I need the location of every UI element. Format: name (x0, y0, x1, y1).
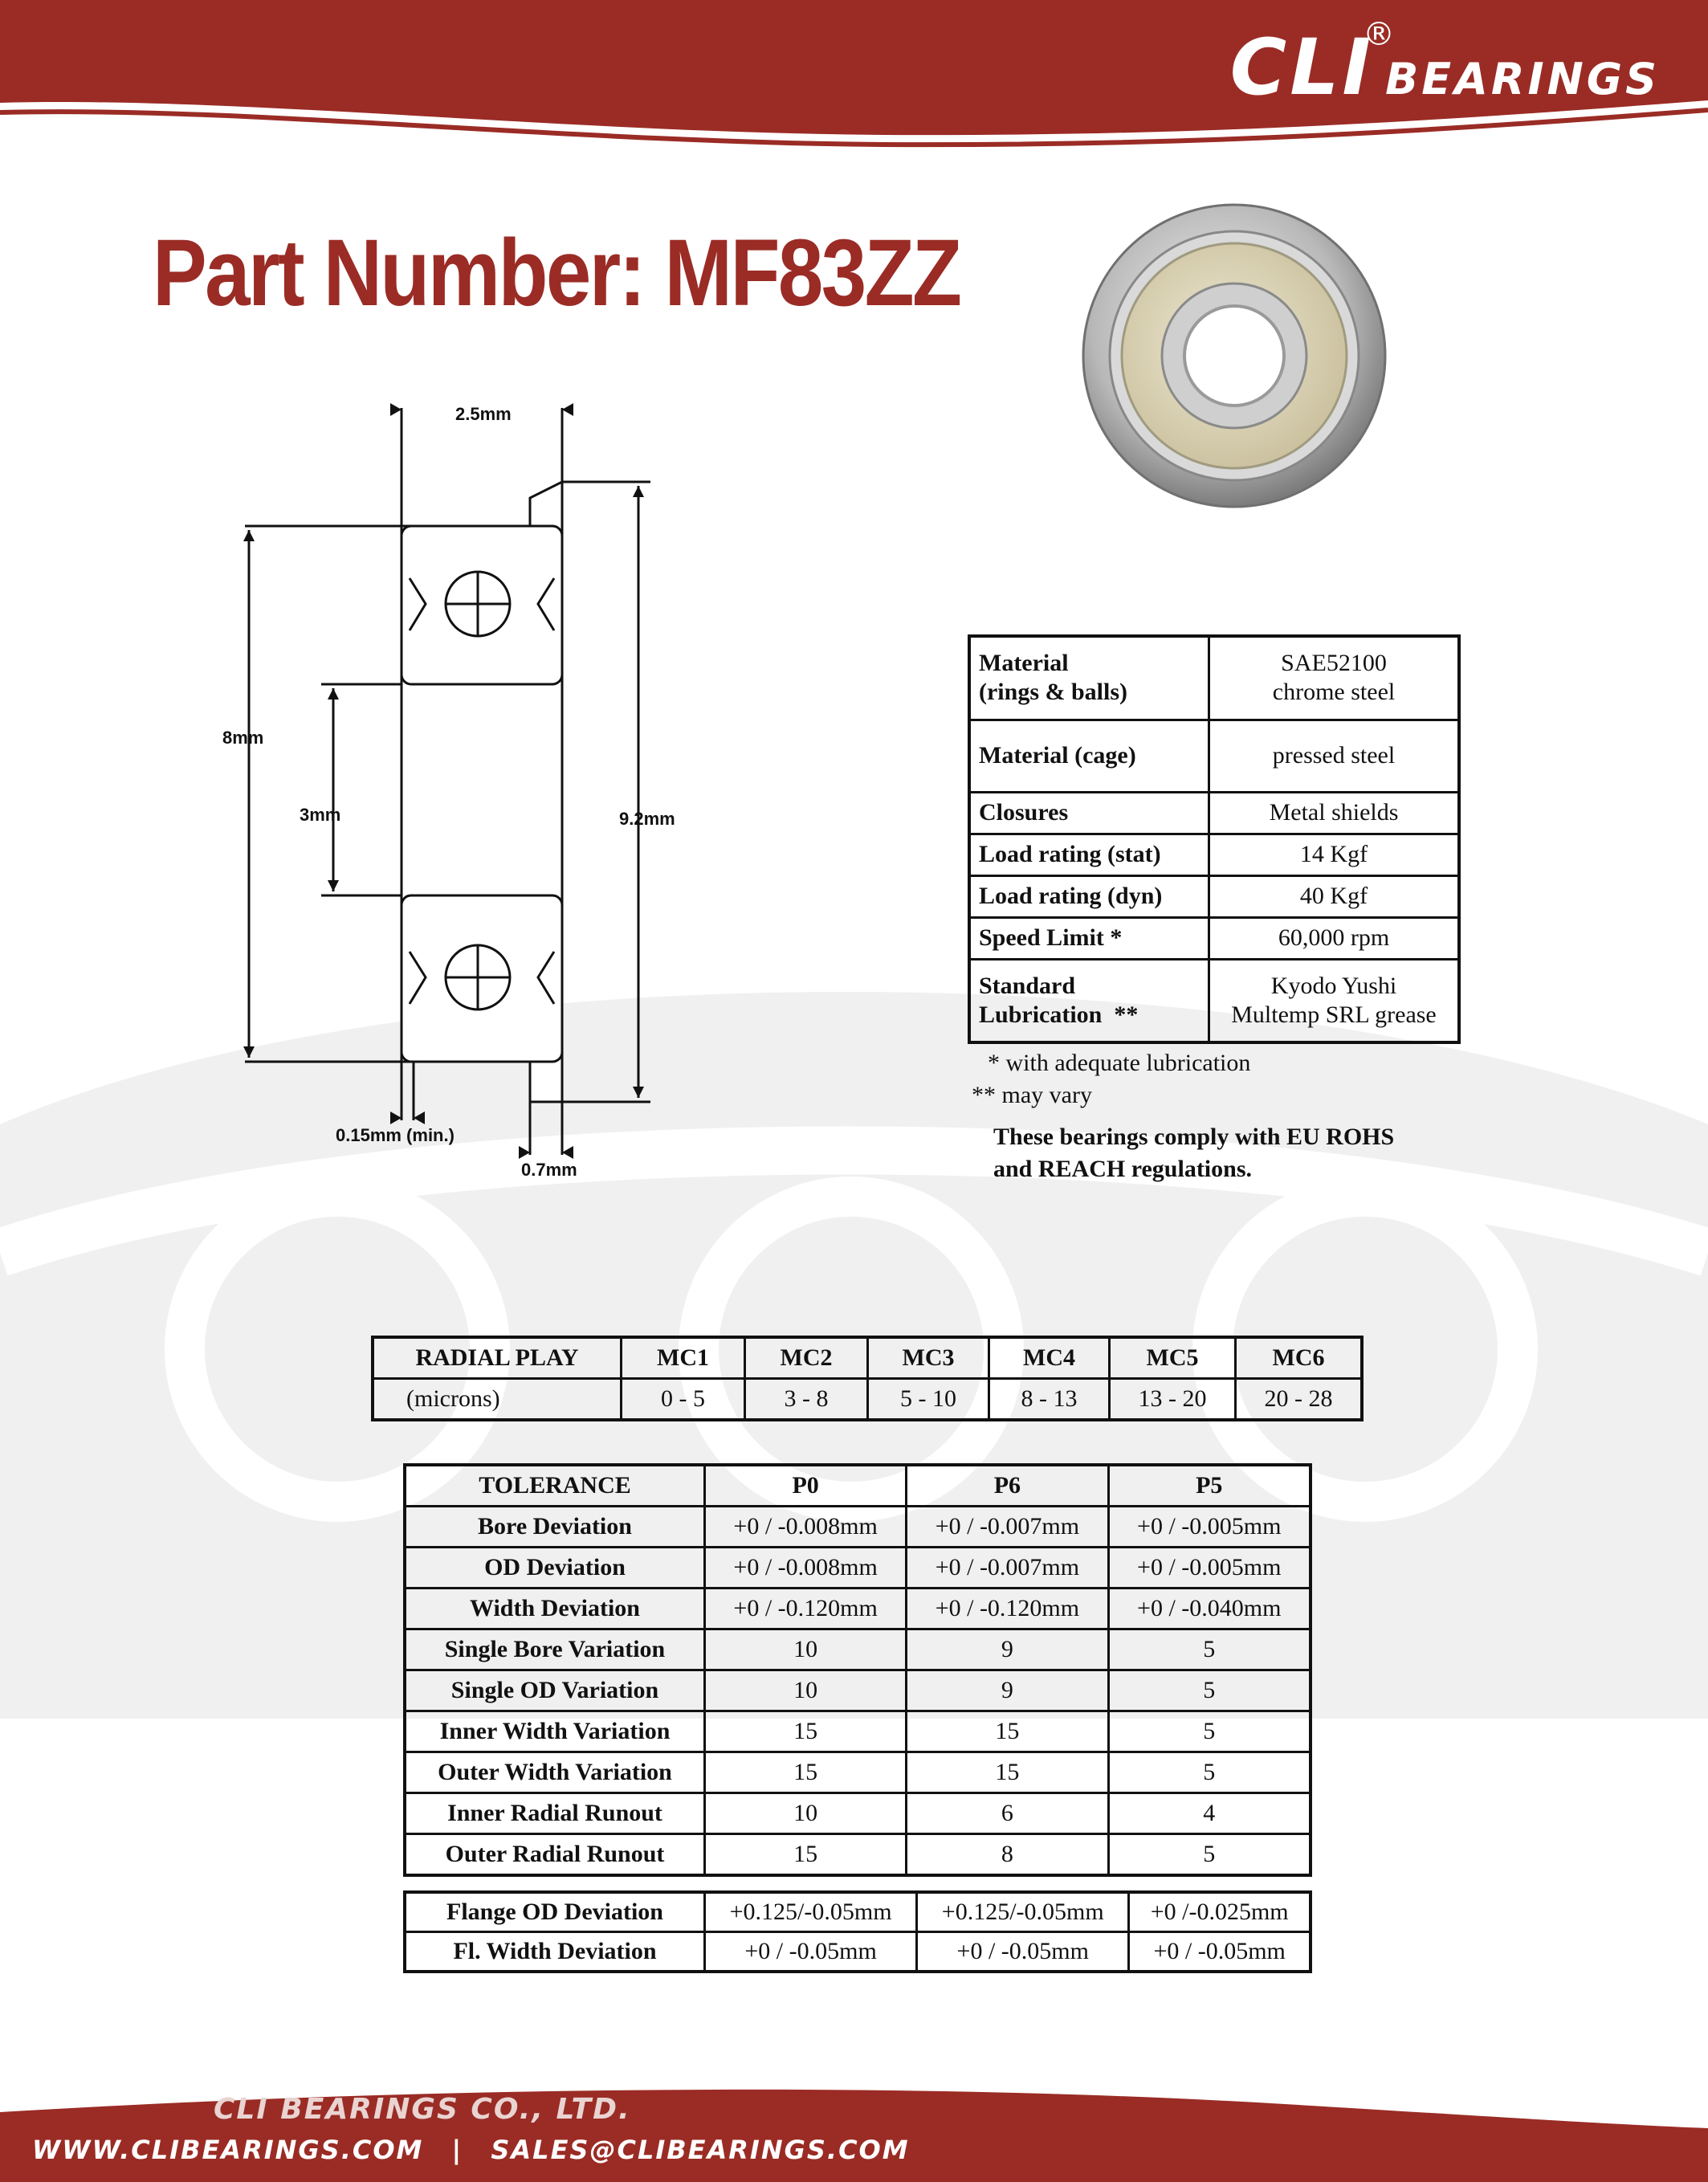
spec-value: 40 Kgf (1209, 875, 1460, 917)
mc-class: MC6 (1236, 1337, 1363, 1379)
note-lubrication: * with adequate lubrication (988, 1050, 1251, 1076)
dim-chamfer: 0.15mm (min.) (336, 1125, 455, 1145)
tolerance-class: P5 (1108, 1465, 1311, 1507)
mc-class: MC3 (868, 1337, 989, 1379)
cell: 5 (1108, 1834, 1311, 1876)
spec-table (968, 634, 1461, 1044)
cell: +0 / -0.040mm (1108, 1589, 1311, 1629)
cell: +0 / -0.005mm (1108, 1548, 1311, 1589)
cell: +0 / -0.008mm (705, 1507, 907, 1548)
title-prefix: Part Number: (153, 220, 644, 326)
table-row (405, 1629, 1311, 1670)
cell: +0 / -0.008mm (705, 1548, 907, 1589)
cell: +0 / -0.007mm (907, 1548, 1108, 1589)
spec-label: Standard Lubrication ** (969, 959, 1209, 1042)
note-may-vary: ** may vary (972, 1082, 1092, 1108)
table-row (405, 1711, 1311, 1752)
cell: +0 / -0.05mm (917, 1932, 1129, 1972)
cell: 9 (907, 1670, 1108, 1711)
row-label: Flange OD Deviation (405, 1892, 705, 1932)
dim-bore: 3mm (300, 805, 341, 825)
cell: 5 (1108, 1752, 1311, 1793)
table-row (405, 1752, 1311, 1793)
footer-company: CLI BEARINGS CO., LTD. (214, 2093, 631, 2126)
footer-links (32, 2135, 910, 2165)
row-label: Outer Width Variation (405, 1752, 705, 1793)
mc-class: MC1 (622, 1337, 745, 1379)
compliance-line-1: These bearings comply with EU ROHS (993, 1124, 1395, 1150)
tolerance-class: P6 (907, 1465, 1108, 1507)
registered-mark: ® (1363, 16, 1395, 53)
cell: 15 (705, 1752, 907, 1793)
row-label: OD Deviation (405, 1548, 705, 1589)
cell: 15 (907, 1752, 1108, 1793)
row-label: Fl. Width Deviation (405, 1932, 705, 1972)
flange-table (403, 1890, 1312, 1973)
spec-value: pressed steel (1209, 720, 1460, 792)
table-row (405, 1548, 1311, 1589)
cell: 8 (907, 1834, 1108, 1876)
brand-logo[interactable] (1230, 22, 1660, 112)
spec-value: Metal shields (1209, 792, 1460, 834)
row-label: Inner Width Variation (405, 1711, 705, 1752)
email-link[interactable]: SALES@CLIBEARINGS.COM (491, 2135, 910, 2165)
table-row (405, 1834, 1311, 1876)
spec-value: Kyodo Yushi Multemp SRL grease (1209, 959, 1460, 1042)
cell: 15 (705, 1711, 907, 1752)
cell: +0.125/-0.05mm (917, 1892, 1129, 1932)
cell: 4 (1108, 1793, 1311, 1834)
compliance-line-2: and REACH regulations. (993, 1156, 1253, 1182)
cell: 15 (705, 1834, 907, 1876)
table-row (405, 1932, 1311, 1972)
mc-range: 8 - 13 (989, 1379, 1110, 1421)
spec-value: 60,000 rpm (1209, 917, 1460, 959)
table-row (405, 1589, 1311, 1629)
logo-bearings: BEARINGS (1385, 54, 1660, 104)
cell: 6 (907, 1793, 1108, 1834)
row-label: Outer Radial Runout (405, 1834, 705, 1876)
tolerance-header: TOLERANCE (405, 1465, 705, 1507)
radial-play-header: RADIAL PLAY (373, 1337, 622, 1379)
spec-value: 14 Kgf (1209, 834, 1460, 875)
spec-label: Closures (969, 792, 1209, 834)
radial-play-unit: (microns) (373, 1379, 622, 1421)
mc-class: MC5 (1110, 1337, 1236, 1379)
cell: 5 (1108, 1711, 1311, 1752)
technical-drawing (209, 385, 707, 1181)
row-label: Single OD Variation (405, 1670, 705, 1711)
spec-label: Material (rings & balls) (969, 636, 1209, 720)
cell: 5 (1108, 1629, 1311, 1670)
cell: +0 /-0.025mm (1129, 1892, 1311, 1932)
dim-od: 8mm (222, 728, 264, 748)
bearing-photo (1080, 199, 1393, 512)
mc-class: MC2 (745, 1337, 868, 1379)
mc-range: 3 - 8 (745, 1379, 868, 1421)
tolerance-class: P0 (705, 1465, 907, 1507)
cell: +0.125/-0.05mm (705, 1892, 917, 1932)
cell: 5 (1108, 1670, 1311, 1711)
spec-label: Speed Limit * (969, 917, 1209, 959)
footer-separator: | (451, 2135, 463, 2165)
spec-label: Load rating (stat) (969, 834, 1209, 875)
row-label: Single Bore Variation (405, 1629, 705, 1670)
mc-range: 5 - 10 (868, 1379, 989, 1421)
cell: +0 / -0.120mm (705, 1589, 907, 1629)
cell: 10 (705, 1670, 907, 1711)
cell: +0 / -0.05mm (1129, 1932, 1311, 1972)
cell: +0 / -0.007mm (907, 1507, 1108, 1548)
mc-class: MC4 (989, 1337, 1110, 1379)
dim-width: 2.5mm (455, 404, 512, 424)
tolerance-table (403, 1463, 1312, 1877)
row-label: Width Deviation (405, 1589, 705, 1629)
cell: +0 / -0.005mm (1108, 1507, 1311, 1548)
row-label: Bore Deviation (405, 1507, 705, 1548)
dim-flange-width: 0.7mm (521, 1160, 577, 1180)
logo-cli: CLI (1229, 22, 1375, 112)
cell: 10 (705, 1793, 907, 1834)
dim-flange-od: 9.2mm (619, 809, 675, 829)
mc-range: 20 - 28 (1236, 1379, 1363, 1421)
cell: 10 (705, 1629, 907, 1670)
spec-label: Load rating (dyn) (969, 875, 1209, 917)
cell: +0 / -0.05mm (705, 1932, 917, 1972)
cell: 15 (907, 1711, 1108, 1752)
table-row (405, 1892, 1311, 1932)
cell: 9 (907, 1629, 1108, 1670)
mc-range: 13 - 20 (1110, 1379, 1236, 1421)
radial-play-table (371, 1336, 1364, 1421)
table-row (405, 1793, 1311, 1834)
website-link[interactable]: WWW.CLIBEARINGS.COM (32, 2135, 424, 2165)
row-label: Inner Radial Runout (405, 1793, 705, 1834)
spec-value: SAE52100 chrome steel (1209, 636, 1460, 720)
table-row (405, 1507, 1311, 1548)
table-row (405, 1670, 1311, 1711)
mc-range: 0 - 5 (622, 1379, 745, 1421)
part-number: MF83ZZ (664, 220, 960, 326)
cell: +0 / -0.120mm (907, 1589, 1108, 1629)
part-number-title (153, 218, 960, 328)
spec-label: Material (cage) (969, 720, 1209, 792)
